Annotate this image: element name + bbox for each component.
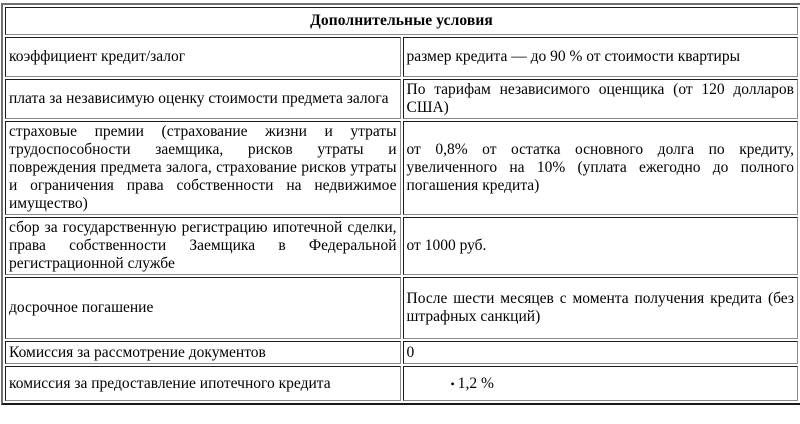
condition-label: Комиссия за рассмотрение документов: [5, 341, 401, 364]
condition-value: По тарифам независимого оценщика (от 120 долларов США): [403, 79, 799, 119]
bullet-icon: •: [450, 376, 455, 391]
condition-value: от 1000 руб.: [403, 217, 799, 275]
condition-label: комиссия за предоставление ипотечного кредита: [5, 366, 401, 401]
condition-value: 1,2 %: [457, 374, 494, 392]
condition-label: плата за независимую оценку стоимости предмета залога: [5, 79, 401, 119]
condition-value: размер кредита — до 90 % от стоимости квартиры: [403, 37, 799, 77]
table-row: [5, 79, 798, 119]
table-row: [5, 366, 798, 401]
table-row: [5, 121, 798, 215]
conditions-table-frame: [1, 3, 800, 405]
conditions-table: [3, 5, 800, 403]
table-header-row: [5, 7, 798, 35]
condition-value-cell: [403, 366, 799, 401]
table-row: [5, 341, 798, 364]
table-row: [5, 277, 798, 339]
table-row: [5, 37, 798, 77]
table-row: [5, 217, 798, 275]
table-title: Дополнительные условия: [5, 7, 798, 35]
condition-label: досрочное погашение: [5, 277, 401, 339]
condition-label: сбор за государственную регистрацию ипотечной сделки, права собственности Заемщика в Федеральной регистрационной службе: [5, 217, 401, 275]
condition-value: После шести месяцев с момента получения кредита (без штрафных санкций): [403, 277, 799, 339]
condition-label: страховые премии (страхование жизни и утраты трудоспособности заемщика, рисков утраты и повреждения предмета залога, страхование рисков утраты и ограничения права собственности на недвижимое имущество): [5, 121, 401, 215]
condition-label: коэффициент кредит/залог: [5, 37, 401, 77]
condition-value: 0: [403, 341, 799, 364]
condition-value: от 0,8% от остатка основного долга по кредиту, увеличенного на 10% (уплата ежегодно до полного погашения кредита): [403, 121, 799, 215]
